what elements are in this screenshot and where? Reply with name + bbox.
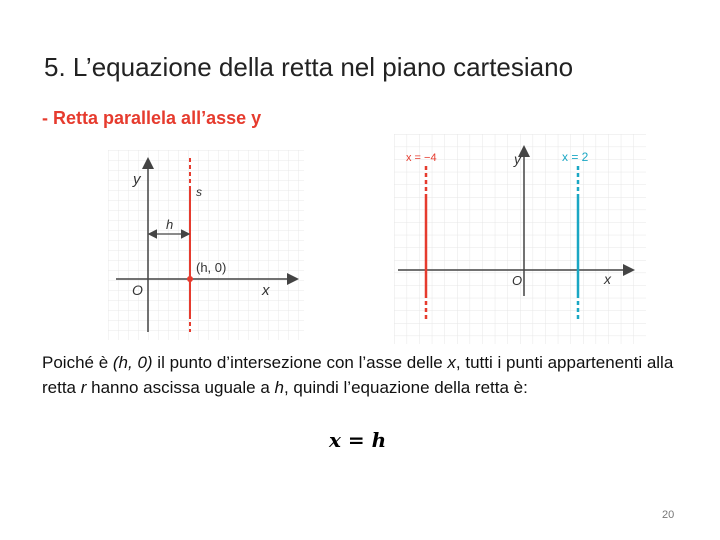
- x-axis-label: x: [604, 271, 611, 287]
- intersection-point: [187, 276, 193, 282]
- slide-subtitle: - Retta parallela all’asse y: [42, 108, 262, 128]
- point-label: (h, 0): [196, 260, 227, 275]
- page-number: 20: [662, 509, 675, 521]
- distance-label: h: [166, 217, 174, 232]
- var-h: h: [274, 378, 284, 397]
- equation-rhs: h: [371, 428, 387, 452]
- equation-lhs: x: [329, 428, 341, 452]
- point-math: (h, 0): [112, 353, 153, 372]
- equation-op: =: [340, 428, 372, 452]
- origin-label: O: [512, 273, 523, 288]
- x-axis-label: x: [262, 282, 270, 299]
- var-r: r: [80, 378, 87, 397]
- explanation-paragraph: Poiché è (h, 0) il punto d’intersezione con l’asse delle x, tutti i punti appartenenti alla retta r hanno ascissa uguale a h, quindi l’equazione della retta è:: [42, 353, 674, 397]
- figure-example-lines: [394, 134, 646, 344]
- y-axis-label: y: [514, 151, 521, 167]
- origin-label: O: [132, 282, 143, 298]
- slide-title: 5. L’equazione della retta nel piano cartesiano: [44, 52, 574, 82]
- red-line-label: x = −4: [406, 152, 437, 164]
- equation: [329, 428, 386, 452]
- line-label: s: [196, 185, 202, 199]
- var-x: x: [447, 353, 456, 372]
- cyan-line-label: x = 2: [562, 150, 589, 164]
- figure-generic-vertical-line: [108, 150, 304, 340]
- y-axis-label: y: [133, 171, 141, 188]
